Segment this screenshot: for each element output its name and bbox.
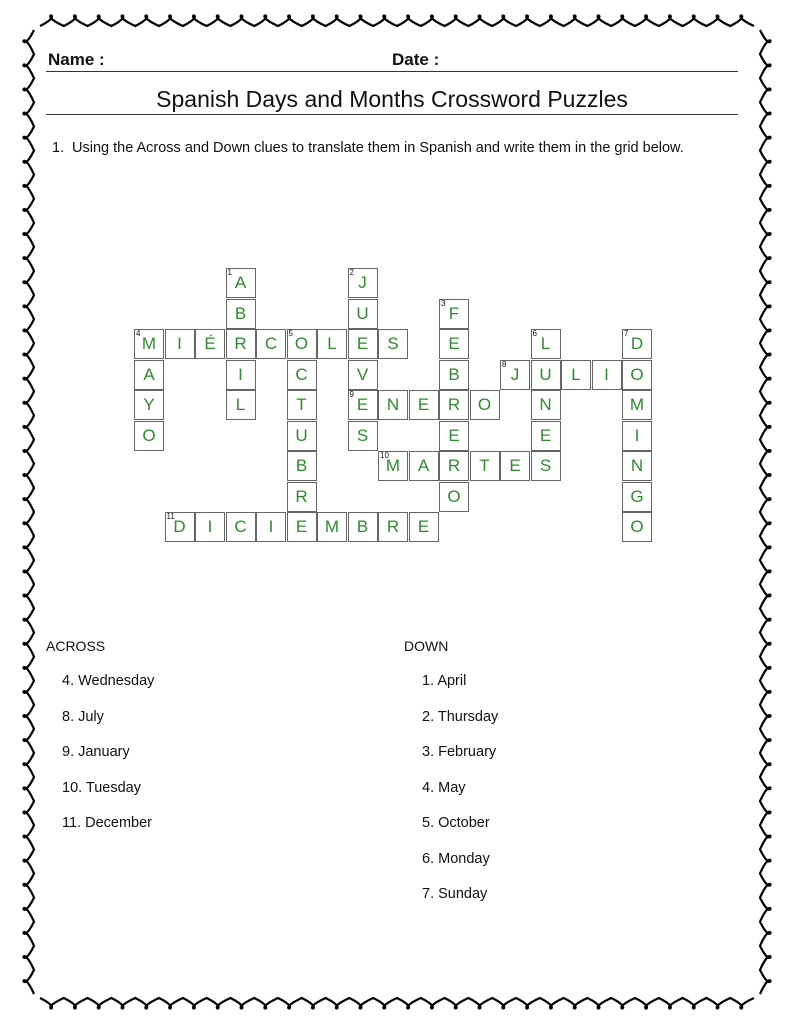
crossword-cell[interactable] [226,329,256,359]
crossword-cell[interactable] [561,360,591,390]
crossword-cell[interactable] [592,360,622,390]
crossword-cell[interactable] [287,482,317,512]
cell-letter: M [385,456,401,475]
crossword-cell[interactable] [531,390,561,420]
cell-letter: M [141,334,157,353]
cell-letter: E [448,425,460,445]
cell-letter: R [447,456,461,475]
cell-letter: J [510,364,520,384]
cell-letter: O [447,486,461,506]
crossword-cell[interactable] [317,512,347,542]
crossword-cell[interactable] [622,421,652,451]
cell-letter: I [177,334,182,353]
crossword-cell[interactable] [165,329,195,359]
cell-letter: I [634,425,640,445]
down-clue: 7. Sunday [422,886,488,902]
across-clue: 4. Wednesday [62,673,155,689]
cell-letter: C [234,517,247,536]
crossword-cell[interactable] [409,390,439,420]
crossword-cell[interactable] [226,512,256,542]
crossword-cell[interactable] [409,451,439,481]
crossword-cell[interactable] [439,360,469,390]
crossword-cell[interactable] [287,329,317,359]
clue-number: 8 [502,359,507,369]
cell-letter: U [295,425,308,445]
page-title: Spanish Days and Months Crossword Puzzles [156,86,628,112]
crossword-cell[interactable] [348,360,378,390]
cell-letter: N [630,456,644,475]
title-underline [46,114,738,115]
crossword-cell[interactable] [531,329,561,359]
cell-letter: R [234,334,247,353]
crossword-cell[interactable] [500,451,530,481]
crossword-cell[interactable] [622,360,652,390]
cell-letter: I [207,517,213,536]
crossword-cell[interactable] [256,329,286,359]
cell-letter: E [539,425,552,445]
clue-number: 4 [136,329,141,338]
cell-letter: G [630,486,644,506]
crossword-cell[interactable] [134,360,164,390]
cell-letter: L [540,334,551,353]
clue-number: 10 [380,451,389,460]
crossword-cell[interactable] [287,451,317,481]
crossword-cell[interactable] [348,390,378,420]
cell-letter: O [630,517,644,536]
cell-letter: N [539,395,552,414]
crossword-cell[interactable] [439,329,469,359]
crossword-cell[interactable] [134,390,164,420]
cell-letter: S [356,425,369,445]
cell-letter: Y [143,395,155,414]
crossword-cell[interactable] [439,390,469,420]
cell-letter: T [479,456,490,475]
crossword-cell[interactable] [287,421,317,451]
crossword-cell[interactable] [226,268,256,298]
cell-letter: L [235,395,246,414]
crossword-cell[interactable] [195,329,225,359]
cell-letter: I [604,364,609,384]
cell-letter: B [356,517,369,536]
crossword-cell[interactable] [439,451,469,481]
crossword-cell[interactable] [134,329,164,359]
crossword-cell[interactable] [439,482,469,512]
crossword-cell[interactable] [622,390,652,420]
cell-letter: R [447,395,461,414]
crossword-cell[interactable] [256,512,286,542]
cell-letter: C [295,364,308,384]
crossword-cell[interactable] [409,512,439,542]
cell-letter: O [630,364,644,384]
crossword-cell[interactable] [500,360,530,390]
cell-letter: S [387,334,399,353]
down-heading: DOWN [404,638,449,654]
crossword-cell[interactable] [622,329,652,359]
across-heading: ACROSS [46,638,106,654]
crossword-cell[interactable] [348,299,378,329]
clue-number: 2 [349,268,354,277]
crossword-cell[interactable] [622,451,652,481]
clue-number: 3 [441,298,446,308]
cell-letter: E [417,395,430,414]
cell-letter: N [386,395,400,414]
cell-letter: A [417,456,430,475]
name-label: Name : [48,50,105,69]
crossword-cell[interactable] [287,360,317,390]
cell-letter: D [630,334,644,353]
date-label: Date : [392,50,440,69]
crossword-cell[interactable] [439,421,469,451]
crossword-cell[interactable] [226,360,256,390]
cell-letter: R [295,486,308,506]
down-clue: 3. February [422,744,497,760]
cell-letter: D [173,517,186,536]
clue-number: 1 [227,268,232,277]
name-date-line [46,71,738,72]
crossword-cell[interactable] [531,421,561,451]
cell-letter: B [234,303,247,323]
cell-letter: E [509,456,521,475]
across-clue: 9. January [62,744,130,760]
cell-letter: I [268,517,274,536]
cell-letter: T [296,395,307,414]
cell-letter: A [143,364,155,384]
cell-letter: R [386,517,400,536]
crossword-cell[interactable] [317,329,347,359]
down-clue: 5. October [422,815,490,831]
cell-letter: E [448,334,460,353]
cell-letter: E [417,517,430,536]
crossword-cell[interactable] [348,268,378,298]
cell-letter: E [356,395,369,414]
cell-letter: É [204,334,216,353]
crossword-cell[interactable] [622,512,652,542]
cell-letter: J [358,273,367,292]
clue-number: 5 [288,329,293,338]
cell-letter: U [539,364,552,384]
cell-letter: S [539,456,552,475]
cell-letter: O [294,334,309,353]
down-clue: 6. Monday [422,850,490,867]
crossword-cell[interactable] [470,390,500,420]
cell-letter: I [238,364,243,384]
cell-letter: U [356,303,369,323]
crossword-cell[interactable] [287,512,317,542]
clue-number: 7 [624,329,629,338]
crossword-cell[interactable] [226,299,256,329]
cell-letter: A [234,273,247,292]
cell-letter: V [356,364,369,384]
crossword-cell[interactable] [378,390,408,420]
cell-letter: C [264,334,278,353]
cell-letter: M [629,395,645,414]
instruction-number: 1. [52,140,65,156]
across-clue: 8. July [62,708,104,725]
across-clue: 11. December [62,815,152,831]
crossword-cell[interactable] [378,329,408,359]
cell-letter: O [142,425,156,445]
crossword-cell[interactable] [348,421,378,451]
crossword-cell[interactable] [622,482,652,512]
crossword-cell[interactable] [226,390,256,420]
cell-letter: L [327,334,337,353]
cell-letter: E [295,517,308,536]
crossword-cell[interactable] [287,390,317,420]
crossword-cell[interactable] [531,360,561,390]
across-clue: 10. Tuesday [62,779,141,796]
cell-letter: M [324,517,340,536]
clue-number: 11 [166,512,175,521]
clue-number: 6 [532,329,537,338]
cell-letter: O [477,395,492,414]
instruction-text: Using the Across and Down clues to translate them in Spanish and write them in the grid below. [72,140,684,156]
cell-letter: E [356,334,369,353]
crossword-cell[interactable] [378,451,408,481]
crossword-cell[interactable] [165,512,195,542]
down-clue: 4. May [422,779,466,796]
crossword-cell[interactable] [470,451,500,481]
down-clue: 2. Thursday [422,708,499,725]
crossword-cell[interactable] [378,512,408,542]
cell-letter: F [448,303,460,323]
clue-number: 9 [349,390,354,399]
crossword-cell[interactable] [531,451,561,481]
down-clue: 1. April [422,673,467,689]
cell-letter: L [571,364,581,384]
crossword-cell[interactable] [439,299,469,329]
cell-letter: B [448,364,460,384]
crossword-cell[interactable] [348,329,378,359]
crossword-cell[interactable] [348,512,378,542]
crossword-cell[interactable] [134,421,164,451]
crossword-cell[interactable] [195,512,225,542]
cell-letter: B [295,456,308,475]
